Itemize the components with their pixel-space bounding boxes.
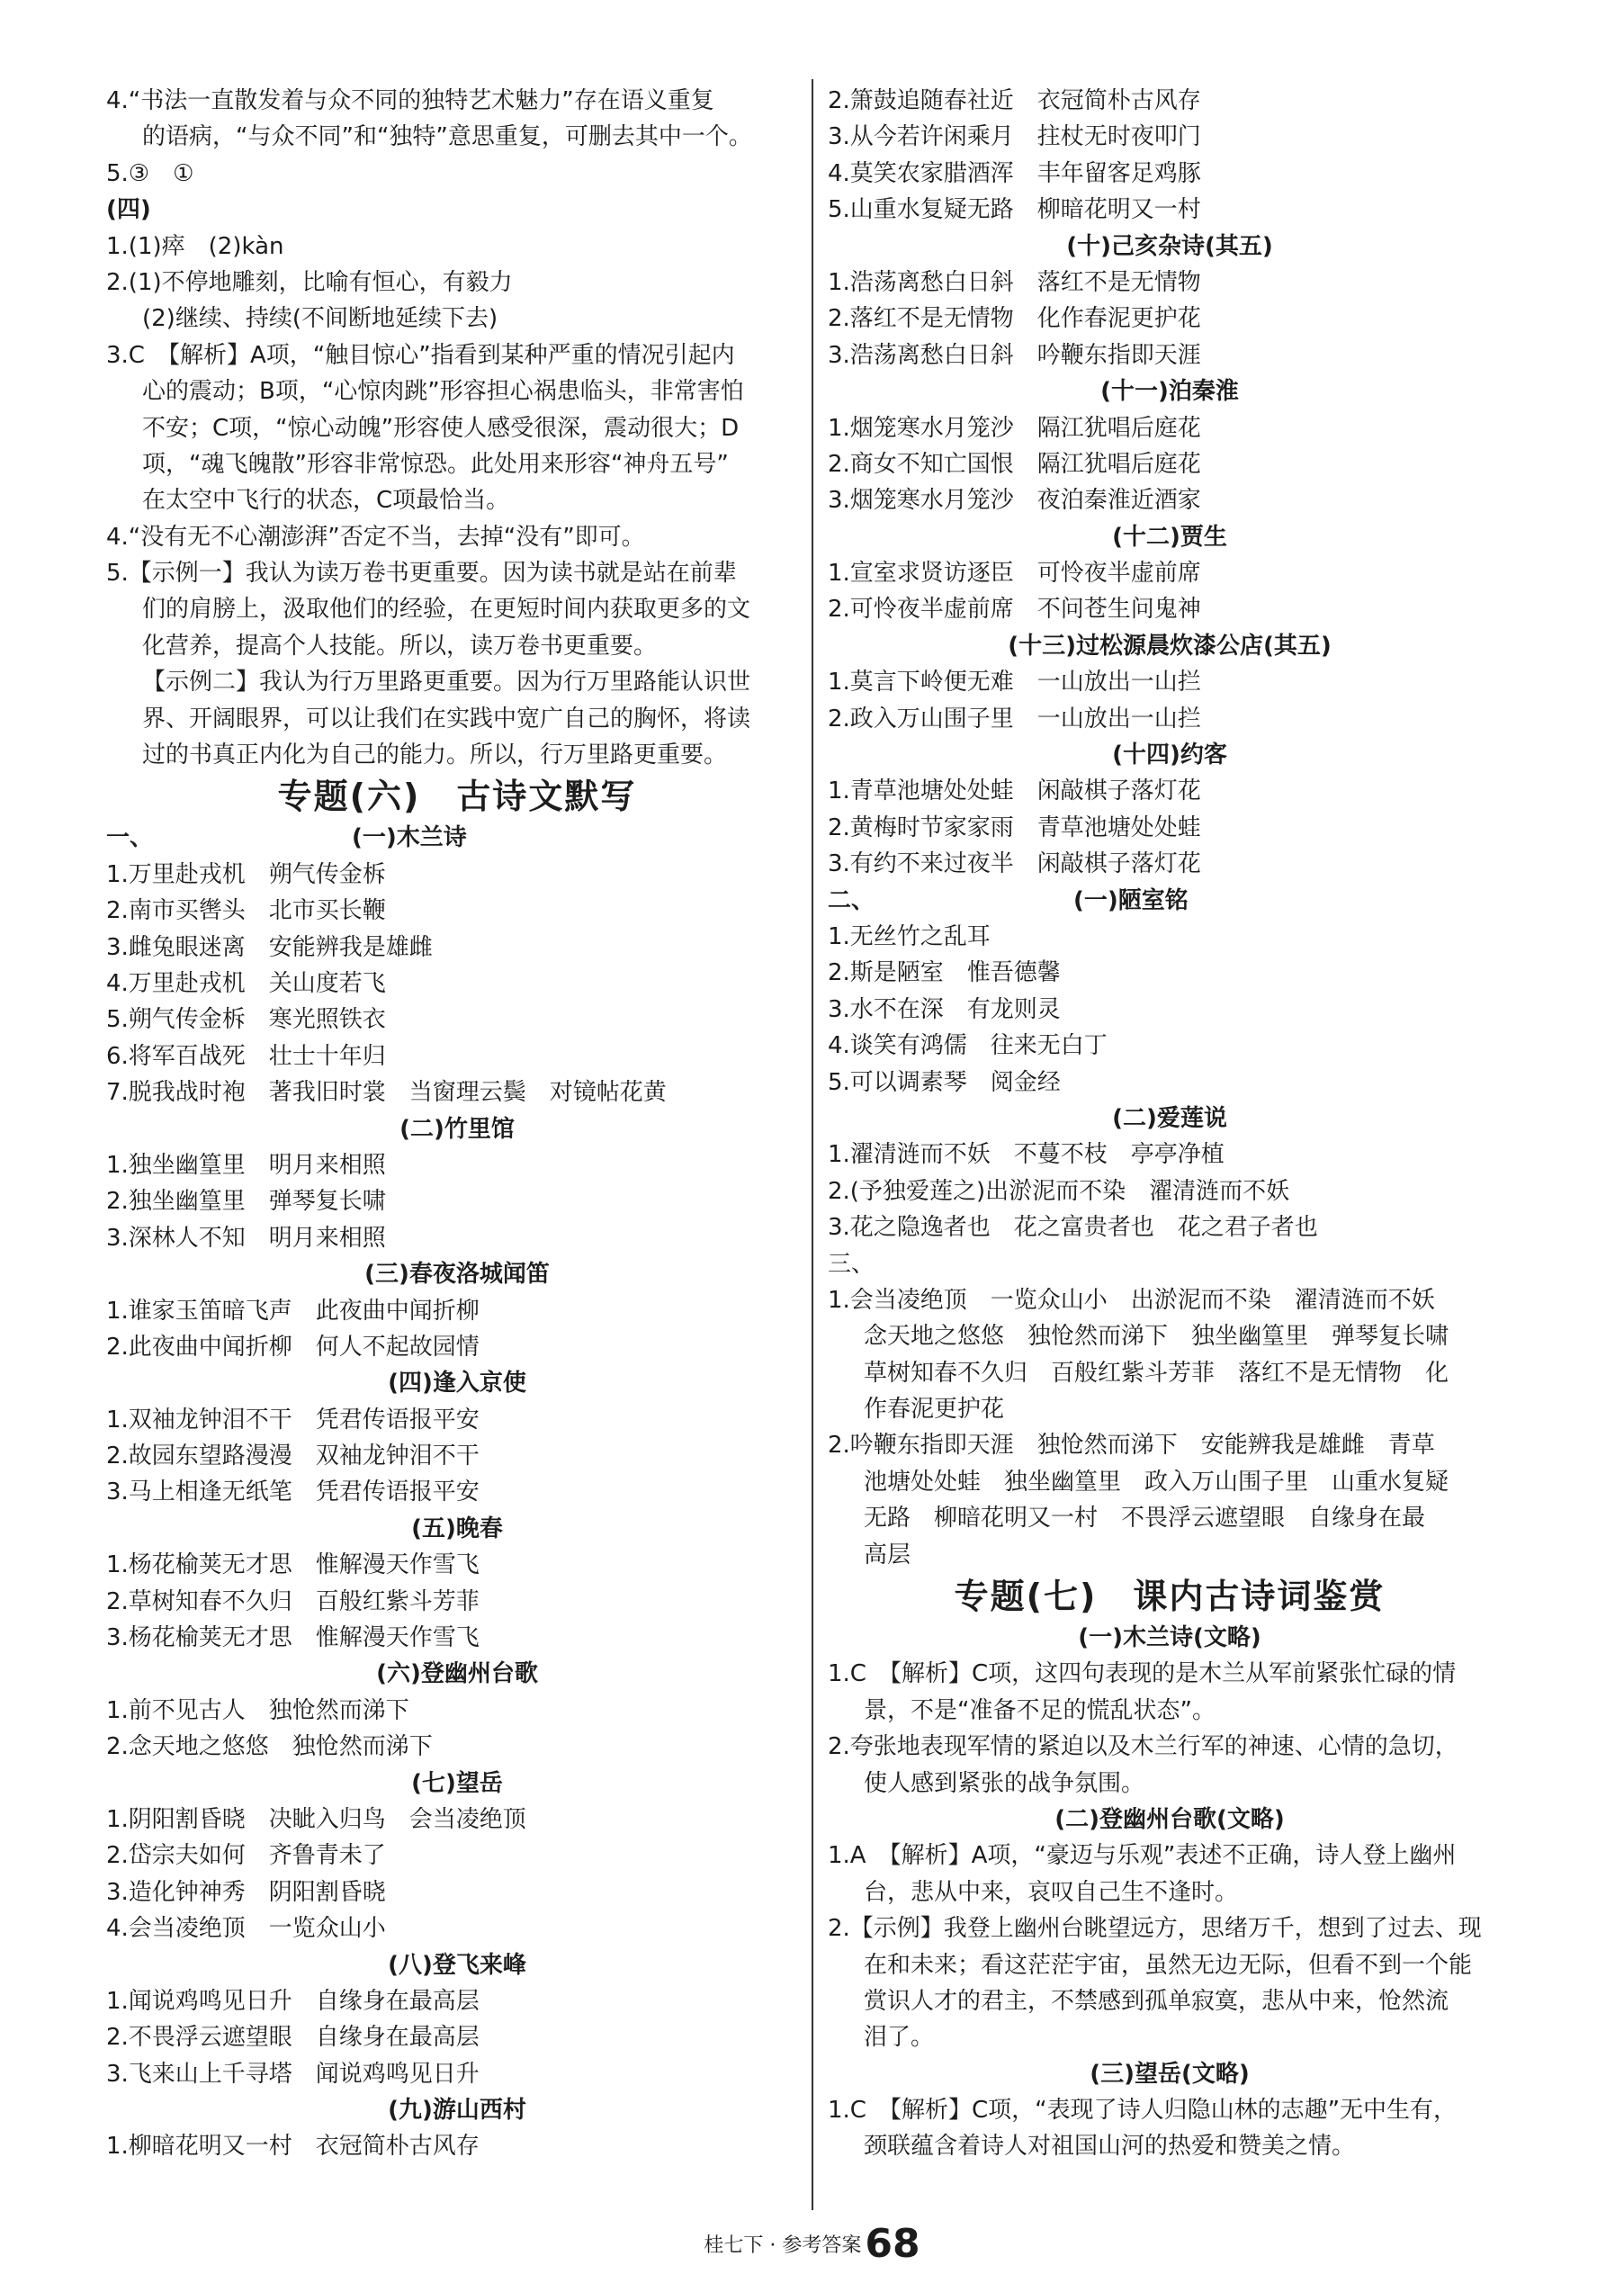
answer-line: 4.“书法一直散发着与众不同的独特艺术魅力”存在语义重复 [106, 87, 714, 114]
answer-line: 1.柳暗花明又一村 衣冠简朴古风存 [106, 2133, 480, 2161]
answer-line-continued: 作春泥更护花 [864, 1396, 1005, 1424]
answer-line: 1.无丝竹之乱耳 [828, 922, 991, 950]
answer-line: 4.万里赴戎机 关山度若飞 [106, 969, 386, 997]
answer-line-continued: 在太空中飞行的状态，C项最恰当。 [142, 487, 510, 515]
answer-line: 5.朔气传金柝 寒光照铁衣 [106, 1006, 386, 1034]
answer-line-continued: 化营养，提高个人技能。所以，读万卷书更重要。 [142, 632, 658, 660]
answer-line: 1.前不见古人 独怆然而涕下 [106, 1696, 409, 1724]
section-title: (四)逢入京使 [388, 1370, 526, 1398]
answer-line: 2.岱宗夫如何 齐鲁青未了 [106, 1842, 386, 1870]
answer-line: 3.水不在深 有龙则灵 [828, 995, 1061, 1023]
answer-line-continued: 过的书真正内化为自己的能力。所以，行万里路更重要。 [142, 742, 728, 769]
answer-line: 1.杨花榆荚无才思 惟解漫天作雪飞 [106, 1551, 480, 1579]
answer-line-continued: 景，不是“准备不足的慌乱状态”。 [864, 1696, 1216, 1724]
answer-line-continued: 草树知春不久归 百般红紫斗芳菲 落红不是无情物 化 [864, 1359, 1449, 1387]
section-title: (三)春夜洛城闻笛 [364, 1261, 550, 1289]
answer-line: 2.(予独爱莲之)出淤泥而不染 濯清涟而不妖 [828, 1177, 1290, 1205]
section-title: (九)游山西村 [388, 2097, 526, 2125]
section-title: (三)望岳(文略) [1090, 2060, 1250, 2088]
section-heading: (四) [106, 196, 151, 224]
answer-line: 2.可怜夜半虚前席 不问苍生问鬼神 [828, 596, 1201, 624]
section-title: (二)登幽州台歌(文略) [1054, 1805, 1285, 1833]
column-divider [812, 79, 813, 2210]
topic-title: 专题(六) 古诗文默写 [277, 777, 637, 817]
answer-line: 1.烟笼寒水月笼沙 隔江犹唱后庭花 [828, 414, 1201, 442]
answer-line: 3.C 【解析】A项，“触目惊心”指看到某种严重的情况引起内 [106, 341, 735, 369]
section-title: (十二)贾生 [1112, 523, 1227, 551]
answer-line-continued: 颈联蕴含着诗人对祖国山河的热爱和赞美之情。 [864, 2133, 1356, 2161]
answer-line: 3.有约不来过夜半 闲敲棋子落灯花 [828, 850, 1201, 878]
answer-line: 1.莫言下岭便无难 一山放出一山拦 [828, 669, 1201, 697]
answer-line: 1.闻说鸡鸣见日升 自缘身在最高层 [106, 1987, 480, 2015]
answer-line: 2.此夜曲中闻折柳 何人不起故园情 [106, 1333, 480, 1361]
section-title: (二)爱莲说 [1112, 1104, 1227, 1132]
answer-line-continued: 在和未来；看这茫茫宇宙，虽然无边无际，但看不到一个能 [864, 1951, 1473, 1979]
answer-line: 4.谈笑有鸿儒 往来无白丁 [828, 1032, 1108, 1060]
answer-line: 2.斯是陋室 惟吾德馨 [828, 959, 1061, 987]
answer-line: 4.会当凌绝顶 一览众山小 [106, 1915, 386, 1943]
answer-line: 1.万里赴戎机 朔气传金柝 [106, 860, 386, 888]
answer-line-continued: 项，“魂飞魄散”形容非常惊恐。此处用来形容“神舟五号” [142, 450, 729, 478]
answer-line: 1.浩荡离愁白日斜 落红不是无情物 [828, 268, 1201, 296]
answer-line-continued: 【示例二】我认为行万里路更重要。因为行万里路能认识世 [142, 669, 751, 697]
answer-line: 2.商女不知亡国恨 隔江犹唱后庭花 [828, 450, 1201, 478]
left-column [106, 83, 808, 2165]
section-heading: 二、 (一)陋室铭 [828, 886, 1189, 914]
answer-line-continued: 无路 柳暗花明又一村 不畏浮云遮望眼 自缘身在最 [864, 1505, 1426, 1532]
answer-line: 3.造化钟神秀 阴阳割昏晓 [106, 1878, 386, 1906]
answer-line-continued: 高层 [864, 1541, 911, 1568]
answer-line: 2.箫鼓追随春社近 衣冠简朴古风存 [828, 87, 1201, 114]
answer-line: 2.(1)不停地雕刻，比喻有恒心，有毅力 [106, 268, 513, 296]
answer-line-continued: 不安；C项，“惊心动魄”形容使人感受很深，震动很大；D [142, 414, 740, 442]
answer-line: 1.宣室求贤访逐臣 可怜夜半虚前席 [828, 560, 1201, 588]
answer-line: 1.C 【解析】C项，“表现了诗人归隐山林的志趣”无中生有， [828, 2097, 1458, 2125]
answer-line-continued: 使人感到紧张的战争氛围。 [864, 1769, 1145, 1797]
answer-line: 1.阴阳割昏晓 决眦入归鸟 会当凌绝顶 [106, 1805, 526, 1833]
answer-line: 2.落红不是无情物 化作春泥更护花 [828, 305, 1201, 333]
section-title: (二)竹里馆 [399, 1115, 515, 1143]
answer-line: 1.双袖龙钟泪不干 凭君传语报平安 [106, 1406, 480, 1434]
answer-line: 1.谁家玉笛暗飞声 此夜曲中闻折柳 [106, 1297, 480, 1325]
answer-line-continued: 们的肩膀上，汲取他们的经验，在更短时间内获取更多的文 [142, 596, 751, 624]
section-title: (八)登飞来峰 [388, 1951, 526, 1979]
answer-line: 3.雌兔眼迷离 安能辨我是雄雌 [106, 933, 433, 961]
answer-line-continued: 界、开阔眼界，可以让我们在实践中宽广自己的胸怀，将读 [142, 705, 751, 733]
answer-line: 1.C 【解析】C项，这四句表现的是木兰从军前紧张忙碌的情 [828, 1660, 1457, 1688]
section-heading: 一、 (一)木兰诗 [106, 824, 467, 852]
answer-line: 7.脱我战时袍 著我旧时裳 当窗理云鬓 对镜帖花黄 [106, 1079, 667, 1107]
answer-line-continued: 台，悲从中来，哀叹自己生不逢时。 [864, 1878, 1239, 1906]
section-title: (五)晚春 [411, 1515, 503, 1542]
answer-line: 2.故园东望路漫漫 双袖龙钟泪不干 [106, 1443, 480, 1470]
answer-line: 3.花之隐逸者也 花之富贵者也 花之君子者也 [828, 1214, 1318, 1242]
answer-line: 2.【示例】我登上幽州台眺望远方，思绪万千，想到了过去、现 [828, 1915, 1482, 1943]
answer-line: 4.“没有无不心潮澎湃”否定不当，去掉“没有”即可。 [106, 523, 645, 551]
answer-line: 2.南市买辔头 北市买长鞭 [106, 897, 386, 925]
answer-line: 3.深林人不知 明月来相照 [106, 1224, 386, 1252]
section-title: (一)木兰诗(文略) [1078, 1624, 1261, 1652]
answer-line: 3.浩荡离愁白日斜 吟鞭东指即天涯 [828, 341, 1201, 369]
answer-line: 5.③ ① [106, 159, 194, 187]
answer-line: 1.濯清涟而不妖 不蔓不枝 亭亭净植 [828, 1141, 1225, 1169]
answer-line: 5.山重水复疑无路 柳暗花明又一村 [828, 196, 1201, 224]
answer-line: 1.(1)瘁 (2)kàn [106, 232, 284, 260]
answer-line: 三、 [828, 1250, 875, 1278]
answer-line: 2.黄梅时节家家雨 青草池塘处处蛙 [828, 813, 1201, 841]
footer-label: 桂七下 · 参考答案 [704, 2234, 862, 2257]
answer-line-continued: 念天地之悠悠 独怆然而涕下 独坐幽篁里 弹琴复长啸 [864, 1323, 1449, 1351]
answer-line: 1.A 【解析】A项，“豪迈与乐观”表述不正确，诗人登上幽州 [828, 1842, 1457, 1870]
section-title: (六)登幽州台歌 [376, 1660, 538, 1688]
section-title: (七)望岳 [411, 1769, 503, 1797]
answer-line-continued: 池塘处处蛙 独坐幽篁里 政入万山围子里 山重水复疑 [864, 1468, 1449, 1496]
answer-line: 1.会当凌绝顶 一览众山小 出淤泥而不染 濯清涟而不妖 [828, 1286, 1435, 1314]
answer-line: 2.不畏浮云遮望眼 自缘身在最高层 [106, 2024, 480, 2052]
answer-line: 3.从今若许闲乘月 拄杖无时夜叩门 [828, 123, 1201, 151]
answer-line: 2.草树知春不久归 百般红紫斗芳菲 [106, 1587, 480, 1615]
answer-line: 1.独坐幽篁里 明月来相照 [106, 1151, 386, 1179]
right-column [828, 83, 1512, 2165]
answer-line-continued: 赏识人才的君主，不禁感到孤单寂寞，悲从中来，怆然流 [864, 1987, 1449, 2015]
answer-line: 2.夸张地表现军情的紧迫以及木兰行军的神速、心情的急切， [828, 1733, 1458, 1761]
answer-line: 5.可以调素琴 阅金经 [828, 1068, 1061, 1096]
answer-line: 4.莫笑农家腊酒浑 丰年留客足鸡豚 [828, 159, 1201, 187]
answer-line-continued: (2)继续、持续(不间断地延续下去) [142, 305, 498, 333]
answer-line: 2.吟鞭东指即天涯 独怆然而涕下 安能辨我是雄雌 青草 [828, 1432, 1435, 1460]
answer-line: 2.念天地之悠悠 独怆然而涕下 [106, 1733, 433, 1761]
section-title: (十一)泊秦淮 [1100, 378, 1239, 406]
answer-line-continued: 泪了。 [864, 2024, 935, 2052]
answer-line: 3.马上相逢无纸笔 凭君传语报平安 [106, 1479, 480, 1506]
answer-line-continued: 心的震动；B项，“心惊肉跳”形容担心祸患临头，非常害怕 [142, 378, 744, 406]
page-footer [0, 2221, 1624, 2267]
answer-line: 3.杨花榆荚无才思 惟解漫天作雪飞 [106, 1624, 480, 1652]
topic-title: 专题(七) 课内古诗词鉴赏 [954, 1577, 1386, 1617]
page-number: 68 [865, 2221, 920, 2267]
section-title: (十四)约客 [1112, 742, 1227, 769]
answer-line: 6.将军百战死 壮士十年归 [106, 1042, 386, 1070]
answer-line: 1.青草池塘处处蛙 闲敲棋子落灯花 [828, 777, 1201, 805]
section-title: (十)己亥杂诗(其五) [1066, 232, 1273, 260]
answer-line: 3.烟笼寒水月笼沙 夜泊秦淮近酒家 [828, 487, 1201, 515]
answer-line: 2.独坐幽篁里 弹琴复长啸 [106, 1188, 386, 1216]
answer-line: 3.飞来山上千寻塔 闻说鸡鸣见日升 [106, 2060, 480, 2088]
section-title: (十三)过松源晨炊漆公店(其五) [1008, 632, 1332, 660]
answer-line: 2.政入万山围子里 一山放出一山拦 [828, 705, 1201, 733]
answer-line: 5.【示例一】我认为读万卷书更重要。因为读书就是站在前辈 [106, 560, 737, 588]
answer-line-continued: 的语病，“与众不同”和“独特”意思重复，可删去其中一个。 [142, 123, 752, 151]
